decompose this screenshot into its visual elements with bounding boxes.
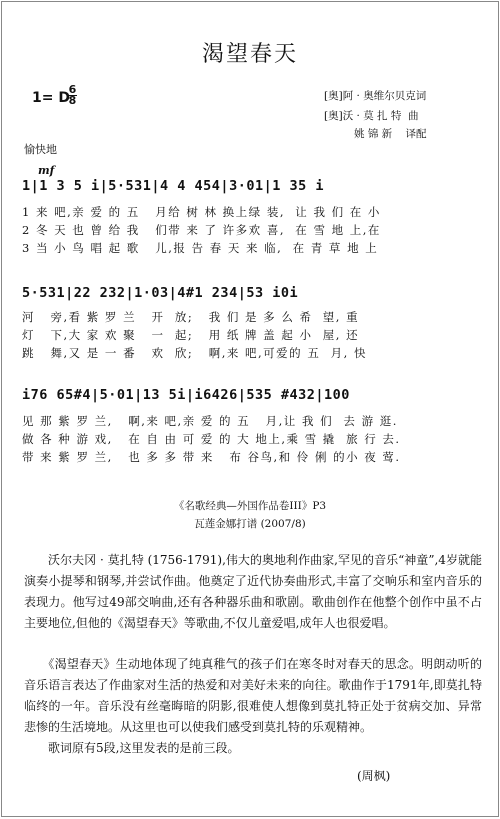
lyric-line-1-verse-3: 3 当 小 鸟 唱 起 歌 儿,报 告 春 天 来 临, 在 青 草 地 上: [22, 241, 379, 255]
article-paragraph-2: 《渴望春天》生动地体现了纯真稚气的孩子们在寒冬时对春天的思念。明朗动听的音乐语言表达了作曲家对生活的热爱和对美好未来的向往。歌曲作于1791年,即莫扎特临终的一年。音乐没有丝毫晦暗的阴影,很难使人想像到莫扎特正处于贫病交加、异常悲惨的生活境地。从这里也可以使我们感受到莫扎特的乐观精神。: [24, 657, 482, 734]
meter-bottom: 8: [68, 94, 77, 107]
lyric-line-3-verse-2: 做 各 种 游 戏, 在 自 由 可 爱 的 大 地上,乘 雪 撬 旅 行 去.: [22, 432, 401, 446]
notation-line-1: 1|1 3 5 i|5·531|4 4 454|3·01|1 35 i: [22, 178, 324, 194]
lyric-line-1-verse-2: 2 冬 天 也 曾 给 我 们带 来 了 许多欢 喜, 在 雪 地 上,在: [22, 223, 381, 237]
lyric-line-2-verse-2: 灯 下,大 家 欢 聚 一 起; 用 纸 牌 盖 起 小 屋, 还: [22, 328, 360, 342]
meter-top: 6: [68, 83, 77, 96]
article-paragraph-1: 沃尔夫冈 · 莫扎特 (1756-1791),伟大的奥地利作曲家,罕见的音乐“神童”,4岁就能演奏小提琴和钢琴,并尝试作曲。他奠定了近代协奏曲形式,丰富了交响乐和室内音乐的表现力。他写过49部交响曲,还有各种器乐曲和歌剧。歌曲创作在他整个创作中虽不占主要地位,但他的《渴望春天》等歌曲,不仅儿童爱唱,成年人也很爱唱。: [24, 553, 482, 630]
notation-line-3: i76 65#4|5·01|13 5i|i6426|535 #432|100: [22, 387, 350, 403]
lyric-line-3-verse-1: 见 那 紫 罗 兰, 啊,来 吧,亲 爱 的 五 月,让 我 们 去 游 逛.: [22, 414, 398, 428]
author-signature: (周枫): [357, 769, 391, 783]
song-title: 渴望春天: [201, 42, 298, 67]
transcriber-note: 瓦莲金娜打谱 (2007/8): [194, 518, 306, 530]
translator-credit: 姚 锦 新 译配: [354, 128, 427, 140]
lyric-line-3-verse-3: 带 来 紫 罗 兰, 也 多 多 带 来 布 谷鸟,和 伶 俐 的小 夜 莺.: [22, 450, 401, 464]
lyric-line-1-verse-1: 1 来 吧,亲 爱 的 五 月给 树 林 换上绿 装, 让 我 们 在 小: [22, 205, 381, 219]
notation-line-2: 5·531|22 232|1·03|4#1 234|53 i0i: [22, 285, 299, 301]
score-page: [1, 1, 499, 817]
key-signature: 1= D: [32, 90, 70, 106]
time-signature: [68, 85, 77, 106]
tempo-marking: 愉快地: [24, 143, 57, 156]
lyric-line-2-verse-3: 跳 舞,又 是 一 番 欢 欣; 啊,来 吧,可爱的 五 月, 快: [22, 346, 367, 360]
dynamic-marking: mf: [38, 164, 55, 177]
article-paragraph-3: 歌词原有5段,这里发表的是前三段。: [24, 741, 240, 755]
lyric-line-2-verse-1: 河 旁,看 紫 罗 兰 开 放; 我 们 是 多 么 希 望, 重: [22, 310, 360, 324]
lyricist-credit: [奥]阿 · 奥维尔贝克词: [324, 90, 427, 102]
composer-credit: [奥]沃 · 莫 扎 特 曲: [324, 110, 419, 122]
source-citation: 《名歌经典—外国作品卷III》P3: [173, 500, 327, 512]
